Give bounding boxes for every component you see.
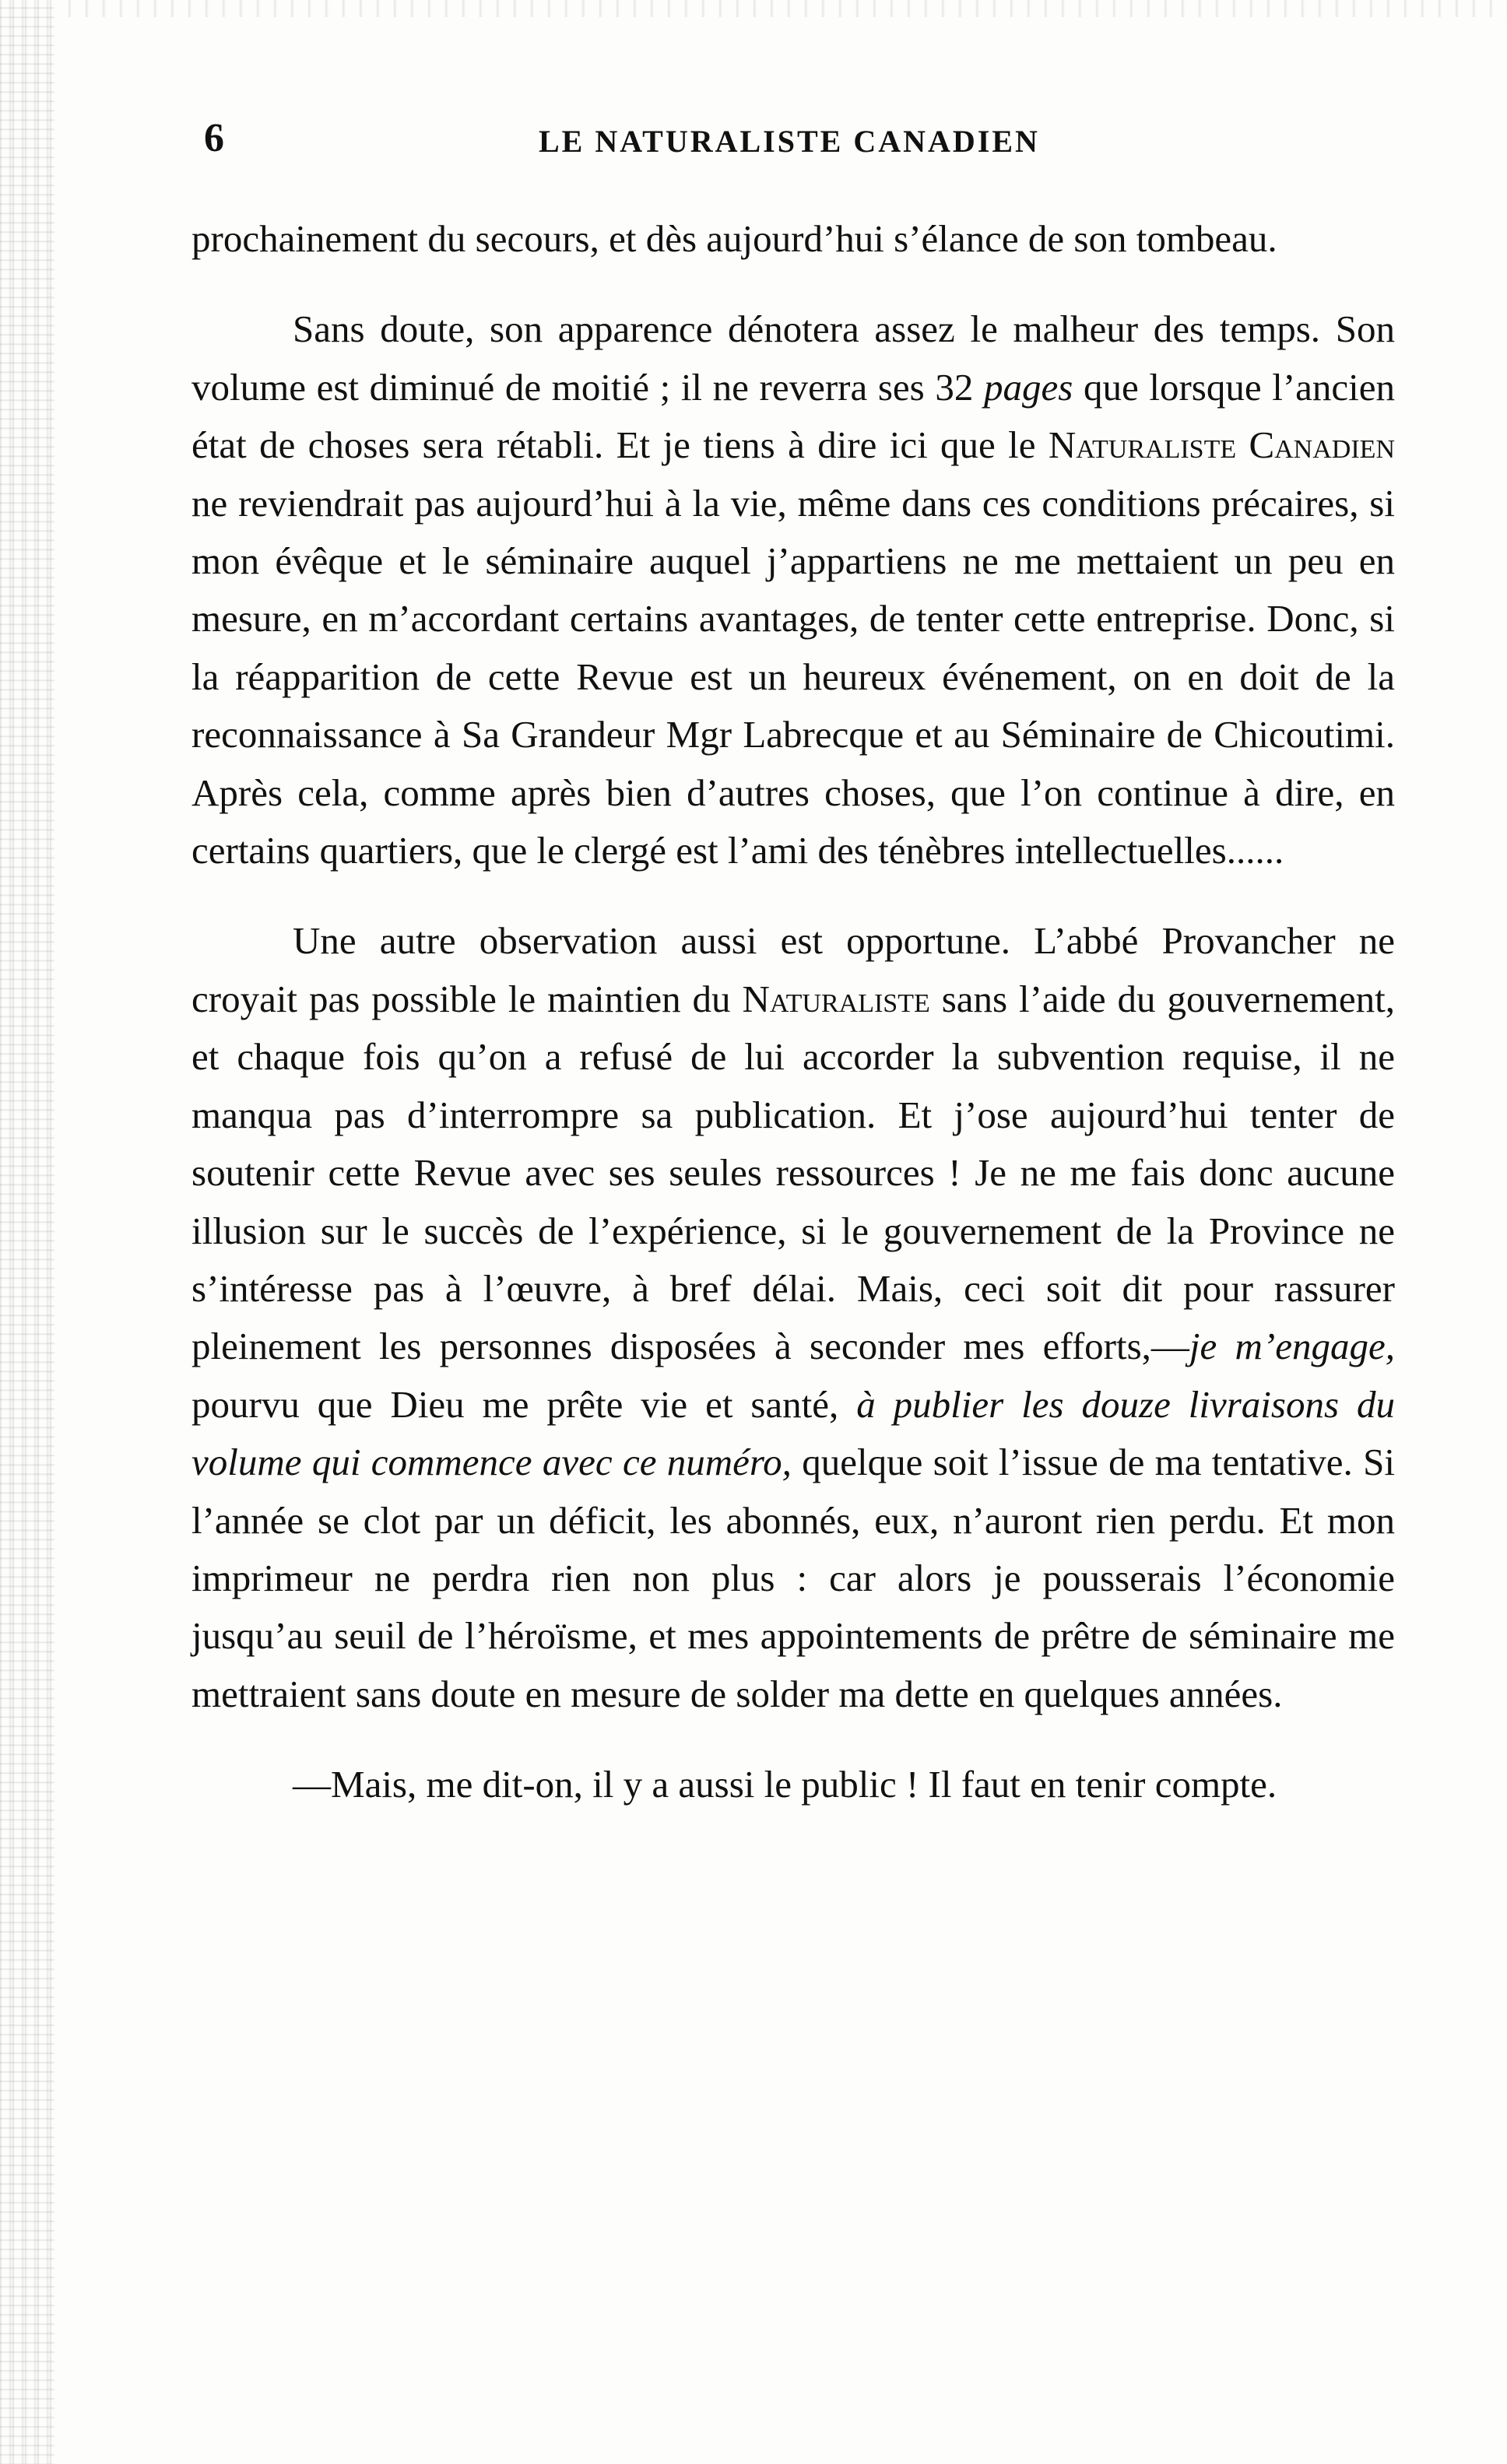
paragraph-4: —Mais, me dit-on, il y a aussi le public ! Il faut en tenir compte. bbox=[293, 1763, 1277, 1806]
paragraph-2-text-e: ne reviendrait pas aujourd’hui à la vie, même dans ces conditions précaires, si mon évêque et le séminaire auquel j’appartiens ne me mettaient un peu en mesure, en m’accordant certains avantages, de tenter cette entreprise. Donc, si la réapparition de cette Revue est un heureux événement, on en doit de la reconnaissance à Sa Grandeur Mgr Labrecque et au Séminaire de Chicoutimi. Après cela, comme après bien d’autres choses, que l’on continue à dire, en certains quartiers, que le clergé est l’ami des ténèbres intellectuelles...... bbox=[191, 481, 1395, 872]
running-head bbox=[204, 115, 1403, 162]
paragraph-3-italic-publier: à publier les douze livraisons du volume qui commence avec ce numéro, bbox=[191, 1382, 1395, 1484]
body-text bbox=[191, 210, 1395, 1814]
paragraph-3-text-e: pourvu que Dieu me prête vie et santé, bbox=[191, 1382, 857, 1426]
paragraph-2-text-c: que lorsque l’ancien état de choses sera rétabli. Et je tiens à dire ici que le bbox=[191, 365, 1395, 467]
paragraph-1: prochainement du secours, et dès aujourd’hui s’élance de son tombeau. bbox=[191, 217, 1277, 260]
journal-title: LE NATURALISTE CANADIEN bbox=[539, 124, 1040, 159]
journal-name-smallcaps: Naturaliste Canadien bbox=[1048, 423, 1395, 467]
naturaliste-smallcaps: Naturaliste bbox=[742, 977, 930, 1020]
page-number: 6 bbox=[204, 116, 224, 160]
paragraph-2-italic-pages: pages bbox=[984, 365, 1073, 409]
paragraph-3-text-c: sans l’aide du gouvernement, et chaque fois qu’on a refusé de lui accorder la subvention requise, il ne manqua pas d’interrompre sa publication. Et j’ose aujourd’hui tenter de soutenir cette Revue avec ses seules ressources ! Je ne me fais donc aucune illusion sur le succès de l’expérience, si le gouvernement de la Province ne s’intéresse pas à l’œuvre, à bref délai. Mais, ceci soit dit pour rassurer pleinement les personnes disposées à seconder mes efforts,— bbox=[191, 977, 1396, 1368]
scan-top-noise bbox=[54, 0, 1507, 17]
paragraph-3-text-g: quelque soit l’issue de ma tentative. Si l’année se clot par un déficit, les abonnés, eux, n’auront rien perdu. Et mon imprimeur ne perdra rien non plus : car alors je pousserais l’économie jusqu’au seuil de l’héroïsme, et mes appointements de prêtre de séminaire me mettraient sans doute en mesure de solder ma dette en quelques années. bbox=[191, 1441, 1396, 1715]
scan-edge-noise bbox=[0, 0, 54, 2464]
paragraph-3-italic-engage: je m’engage, bbox=[1189, 1325, 1395, 1368]
paragraph-3-text-a: Une autre observation aussi est opportune. L’abbé Provancher ne croyait pas possible le maintien du bbox=[191, 919, 1395, 1020]
paragraph-2 bbox=[191, 300, 1395, 879]
paragraph-3 bbox=[191, 912, 1395, 1723]
paragraph-2-text-a: Sans doute, son apparence dénotera assez le malheur des temps. Son volume est diminué de moitié ; il ne reverra ses 32 bbox=[191, 307, 1395, 409]
